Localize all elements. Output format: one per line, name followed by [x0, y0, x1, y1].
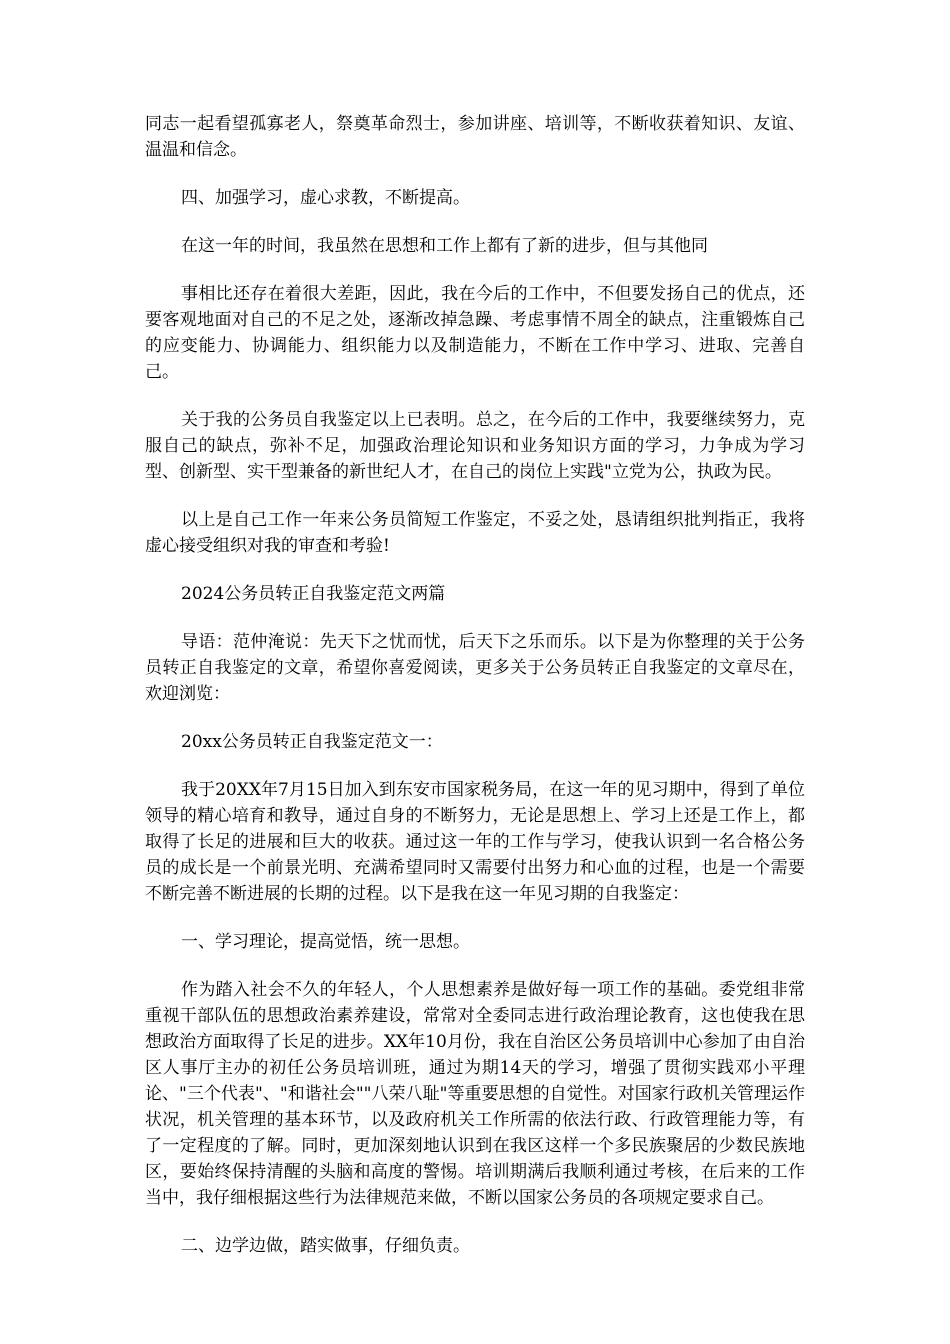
paragraph-sample-opening: 我于20XX年7月15日加入到东安市国家税务局，在这一年的见习期中，得到了单位领导的精心培育和教导，通过自身的不断努力，无论是思想上、学习上还是工作上，都取得了长足的进展和巨大的收获。通过这一年的工作与学习，使我认识到一名合格公务员的成长是一个前景光明、充满希望同时又需要付出努力和心血的过程，也是一个需要不断完善不断进展的长期的过程。以下是我在这一年见习期的自我鉴定：	[145, 780, 805, 904]
paragraph-summary: 关于我的公务员自我鉴定以上已表明。总之，在今后的工作中，我要继续努力，克服自己的缺点，弥补不足，加强政治理论知识和业务知识方面的学习，力争成为学习型、创新型、实干型兼备的新世纪人才，在自己的岗位上实践"立党为公，执政为民。	[145, 410, 805, 482]
article-title: 2024公务员转正自我鉴定范文两篇	[181, 584, 446, 604]
paragraph-split-continuation: 事相比还存在着很大差距，因此，我在今后的工作中，不但要发扬自己的优点，还要客观地面对自己的不足之处，逐渐改掉急躁、考虑事情不周全的缺点，注重锻炼自己的应变能力、协调能力、组织能力以及制造能力，不断在工作中学习、进取、完善自己。	[145, 284, 805, 382]
section-heading-four: 四、加强学习，虚心求教，不断提高。	[181, 188, 470, 208]
paragraph-closing: 以上是自己工作一年来公务员简短工作鉴定，不妥之处，恳请组织批判指正，我将虚心接受组织对我的审查和考验!	[145, 510, 805, 556]
paragraph-intro: 导语：范仲淹说：先天下之忧而忧，后天下之乐而乐。以下是为你整理的关于公务员转正自我鉴定的文章，希望你喜爱阅读，更多关于公务员转正自我鉴定的文章尽在，欢迎浏览：	[145, 632, 805, 704]
document-body	[145, 111, 805, 1281]
section-heading-one: 一、学习理论，提高觉悟，统一思想。	[181, 932, 470, 952]
sample-title-one: 20xx公务员转正自我鉴定范文一：	[181, 732, 443, 752]
paragraph-theory-study: 作为踏入社会不久的年轻人，个人思想素养是做好每一项工作的基础。委党组非常重视干部队伍的思想政治素养建设，常常对全委同志进行政治理论教育，这也使我在思想政治方面取得了长足的进步。XX年10月份，我在自治区公务员培训中心参加了由自治区人事厅主办的初任公务员培训班，通过为期14天的学习，增强了贯彻实践邓小平理论、"三个代表"、"和谐社会""八荣八耻"等重要思想的自觉性。对国家行政机关管理运作状况，机关管理的基本环节，以及政府机关工作所需的依法行政、行政管理能力等，有了一定程度的了解。同时，更加深刻地认识到在我区这样一个多民族聚居的少数民族地区，要始终保持清醒的头脑和高度的警惕。培训期满后我顺利通过考核，在后来的工作当中，我仔细根据这些行为法律规范来做，不断以国家公务员的各项规定要求自己。	[145, 980, 805, 1208]
paragraph-split-start: 在这一年的时间，我虽然在思想和工作上都有了新的进步，但与其他同	[181, 236, 708, 256]
section-heading-two: 二、边学边做，踏实做事，仔细负责。	[181, 1236, 470, 1256]
paragraph-continuation: 同志一起看望孤寡老人，祭奠革命烈士，参加讲座、培训等，不断收获着知识、友谊、温温和信念。	[145, 114, 805, 160]
